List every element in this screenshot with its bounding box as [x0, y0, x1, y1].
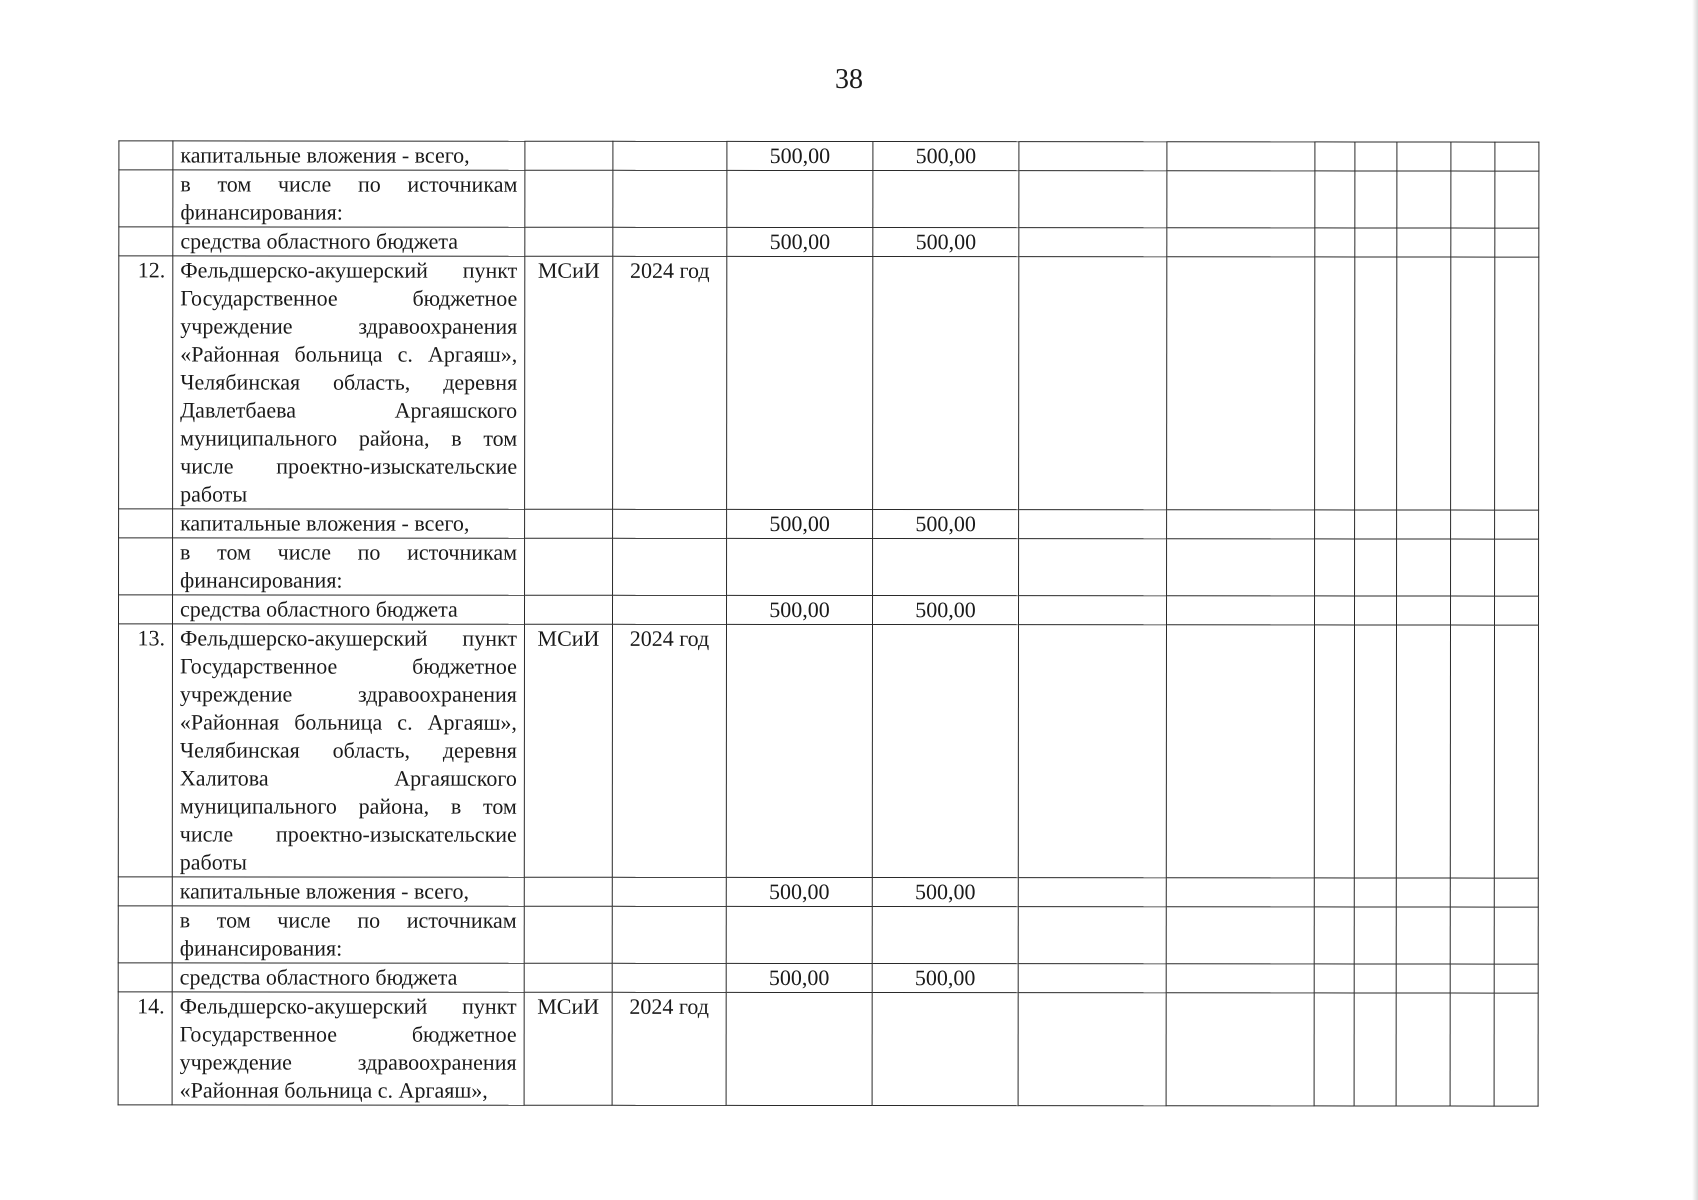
- empty-cell: [1494, 993, 1538, 1106]
- description-line: финансирования:: [179, 935, 343, 961]
- empty-cell: [1397, 510, 1451, 539]
- amount-cell: 500,00: [727, 141, 873, 170]
- empty-cell: [1495, 257, 1539, 510]
- table-row: [119, 538, 1539, 596]
- description-line: работы: [180, 481, 248, 507]
- description-cell: [173, 538, 525, 595]
- table-row: [118, 963, 1538, 993]
- empty-cell: [1018, 964, 1166, 993]
- empty-cell: [525, 170, 613, 227]
- amount-cell: 500,00: [872, 596, 1018, 625]
- description-line: работы: [179, 849, 247, 875]
- description-line: числе проектно-изыскательские: [180, 453, 518, 479]
- empty-cell: [873, 171, 1019, 228]
- empty-cell: [1019, 539, 1167, 596]
- empty-cell: [612, 906, 726, 963]
- description-line: Фельдшерско-акушерский пункт: [180, 257, 518, 283]
- empty-cell: [1450, 907, 1494, 964]
- description-line: Государственное бюджетное: [179, 1021, 517, 1047]
- number-cell: [119, 170, 173, 227]
- empty-cell: [1315, 142, 1355, 171]
- customer-cell: [524, 877, 612, 906]
- amount-cell: 500,00: [873, 510, 1019, 539]
- empty-cell: [1355, 171, 1397, 228]
- empty-cell: [1494, 964, 1538, 993]
- amount-cell: 500,00: [872, 878, 1018, 907]
- amount-cell: 500,00: [727, 509, 873, 538]
- empty-cell: [1450, 878, 1494, 907]
- year-cell: 2024 год: [613, 256, 727, 509]
- table-row: [118, 595, 1538, 625]
- table-row: [118, 906, 1538, 964]
- empty-cell: [1314, 878, 1354, 907]
- empty-cell: [873, 257, 1019, 510]
- empty-cell: [1018, 878, 1166, 907]
- empty-cell: [1450, 596, 1494, 625]
- description-line: Государственное бюджетное: [180, 285, 518, 311]
- empty-cell: [1354, 964, 1396, 993]
- description-cell: капитальные вложения - всего,: [173, 141, 525, 170]
- empty-cell: [1314, 964, 1354, 993]
- description-cell: [172, 624, 524, 877]
- empty-cell: [1495, 142, 1539, 171]
- description-line: Халитова Аргаяшского: [179, 765, 517, 791]
- empty-cell: [1450, 625, 1494, 878]
- empty-cell: [1451, 510, 1495, 539]
- number-cell: [119, 227, 173, 256]
- number-cell: [119, 141, 173, 170]
- empty-cell: [727, 170, 873, 227]
- empty-cell: [613, 538, 727, 595]
- empty-cell: [1018, 596, 1166, 625]
- empty-cell: [1166, 878, 1314, 907]
- table-row: [119, 141, 1539, 171]
- number-cell: [119, 538, 173, 595]
- empty-cell: [1494, 907, 1538, 964]
- scan-edge: [1692, 0, 1698, 1200]
- empty-cell: [1167, 539, 1315, 596]
- empty-cell: [1396, 993, 1450, 1106]
- description-cell: средства областного бюджета: [172, 963, 524, 992]
- year-cell: [612, 877, 726, 906]
- empty-cell: [726, 624, 872, 877]
- year-cell: [613, 141, 727, 170]
- amount-cell: 500,00: [726, 595, 872, 624]
- empty-cell: [1355, 510, 1397, 539]
- empty-cell: [1166, 596, 1314, 625]
- description-line: финансирования:: [180, 199, 343, 225]
- empty-cell: [1450, 964, 1494, 993]
- customer-cell: [524, 595, 612, 624]
- description-cell: средства областного бюджета: [172, 595, 524, 624]
- number-cell: 13.: [118, 624, 172, 877]
- number-cell: [119, 509, 173, 538]
- empty-cell: [1314, 625, 1354, 878]
- table-row: [119, 509, 1539, 539]
- description-line: муниципального района, в том: [179, 793, 517, 819]
- empty-cell: [1167, 257, 1315, 510]
- empty-cell: [1451, 228, 1495, 257]
- empty-cell: [1167, 171, 1315, 228]
- empty-cell: [1354, 625, 1396, 878]
- empty-cell: [1354, 993, 1396, 1106]
- empty-cell: [1315, 228, 1355, 257]
- empty-cell: [1396, 596, 1450, 625]
- empty-cell: [1396, 625, 1450, 878]
- empty-cell: [1167, 228, 1315, 257]
- empty-cell: [873, 539, 1019, 596]
- number-cell: [118, 877, 172, 906]
- empty-cell: [1315, 171, 1355, 228]
- customer-cell: МСиИ: [525, 256, 613, 509]
- table-row: [118, 992, 1538, 1106]
- year-cell: [613, 227, 727, 256]
- empty-cell: [1451, 257, 1495, 510]
- empty-cell: [1495, 171, 1539, 228]
- empty-cell: [1450, 993, 1494, 1106]
- customer-cell: МСиИ: [524, 624, 612, 877]
- empty-cell: [1019, 257, 1167, 510]
- empty-cell: [1019, 142, 1167, 171]
- description-cell: капитальные вложения - всего,: [172, 877, 524, 906]
- description-line: «Районная больница с. Аргаяш»,: [179, 1077, 488, 1103]
- description-line: Государственное бюджетное: [179, 653, 517, 679]
- description-line: в том числе по источникам: [180, 539, 518, 565]
- empty-cell: [1397, 142, 1451, 171]
- number-cell: [118, 906, 172, 963]
- empty-cell: [1397, 257, 1451, 510]
- empty-cell: [1494, 878, 1538, 907]
- customer-cell: [524, 963, 612, 992]
- year-cell: 2024 год: [612, 624, 726, 877]
- table-row: [118, 877, 1538, 907]
- description-cell: капитальные вложения - всего,: [173, 509, 525, 538]
- description-line: Давлетбаева Аргаяшского: [180, 397, 518, 423]
- empty-cell: [1451, 171, 1495, 228]
- year-cell: [613, 509, 727, 538]
- description-cell: [173, 256, 525, 509]
- description-line: учреждение здравоохранения: [180, 313, 518, 339]
- number-cell: 12.: [119, 256, 173, 509]
- empty-cell: [1396, 878, 1450, 907]
- empty-cell: [1397, 171, 1451, 228]
- empty-cell: [872, 993, 1018, 1106]
- empty-cell: [1018, 907, 1166, 964]
- description-cell: средства областного бюджета: [173, 227, 525, 256]
- empty-cell: [613, 170, 727, 227]
- description-line: числе проектно-изыскательские: [179, 821, 517, 847]
- amount-cell: 500,00: [727, 227, 873, 256]
- budget-table: [118, 140, 1540, 1106]
- empty-cell: [1167, 510, 1315, 539]
- description-cell: [172, 906, 524, 963]
- empty-cell: [1451, 142, 1495, 171]
- amount-cell: 500,00: [726, 963, 872, 992]
- empty-cell: [872, 625, 1018, 878]
- empty-cell: [525, 538, 613, 595]
- empty-cell: [1495, 228, 1539, 257]
- empty-cell: [524, 906, 612, 963]
- empty-cell: [1314, 596, 1354, 625]
- empty-cell: [1019, 228, 1167, 257]
- empty-cell: [1315, 539, 1355, 596]
- table-row: [119, 256, 1539, 510]
- description-line: Челябинская область, деревня: [179, 737, 517, 763]
- customer-cell: [525, 227, 613, 256]
- empty-cell: [1166, 964, 1314, 993]
- empty-cell: [1396, 907, 1450, 964]
- empty-cell: [726, 992, 872, 1105]
- description-line: Фельдшерско-акушерский пункт: [179, 625, 517, 651]
- table-row: [118, 624, 1538, 878]
- empty-cell: [727, 256, 873, 509]
- table-body: [118, 141, 1539, 1106]
- empty-cell: [1019, 510, 1167, 539]
- number-cell: [118, 595, 172, 624]
- description-line: финансирования:: [180, 567, 343, 593]
- empty-cell: [1314, 993, 1354, 1106]
- amount-cell: 500,00: [873, 228, 1019, 257]
- empty-cell: [1355, 228, 1397, 257]
- year-cell: [612, 595, 726, 624]
- amount-cell: 500,00: [873, 142, 1019, 171]
- table-row: [119, 227, 1539, 257]
- customer-cell: МСиИ: [524, 992, 612, 1105]
- year-cell: [612, 963, 726, 992]
- number-cell: [118, 963, 172, 992]
- year-cell: 2024 год: [612, 992, 726, 1105]
- description-line: Фельдшерско-акушерский пункт: [179, 993, 517, 1019]
- amount-cell: 500,00: [872, 964, 1018, 993]
- number-cell: 14.: [118, 992, 172, 1105]
- empty-cell: [1397, 539, 1451, 596]
- empty-cell: [1167, 142, 1315, 171]
- description-cell: [173, 170, 525, 227]
- empty-cell: [1355, 142, 1397, 171]
- description-line: в том числе по источникам: [179, 907, 517, 933]
- description-line: учреждение здравоохранения: [179, 1049, 517, 1075]
- empty-cell: [1018, 625, 1166, 878]
- empty-cell: [1166, 907, 1314, 964]
- description-cell: [172, 992, 524, 1105]
- empty-cell: [1396, 964, 1450, 993]
- empty-cell: [1315, 510, 1355, 539]
- page-number: 38: [835, 64, 863, 95]
- customer-cell: [525, 141, 613, 170]
- description-line: муниципального района, в том: [180, 425, 518, 451]
- empty-cell: [1315, 257, 1355, 510]
- empty-cell: [1166, 625, 1314, 878]
- empty-cell: [1354, 907, 1396, 964]
- empty-cell: [872, 907, 1018, 964]
- empty-cell: [1495, 539, 1539, 596]
- empty-cell: [726, 906, 872, 963]
- description-line: «Районная больница с. Аргаяш»,: [180, 341, 518, 367]
- empty-cell: [1314, 907, 1354, 964]
- description-line: Челябинская область, деревня: [180, 369, 518, 395]
- description-line: «Районная больница с. Аргаяш»,: [179, 709, 517, 735]
- empty-cell: [1397, 228, 1451, 257]
- empty-cell: [1494, 625, 1538, 878]
- customer-cell: [525, 509, 613, 538]
- empty-cell: [1451, 539, 1495, 596]
- empty-cell: [1354, 596, 1396, 625]
- description-line: в том числе по источникам: [180, 171, 518, 197]
- empty-cell: [1495, 510, 1539, 539]
- empty-cell: [1018, 993, 1166, 1106]
- empty-cell: [727, 538, 873, 595]
- empty-cell: [1355, 257, 1397, 510]
- empty-cell: [1355, 539, 1397, 596]
- empty-cell: [1354, 878, 1396, 907]
- empty-cell: [1166, 993, 1314, 1106]
- amount-cell: 500,00: [726, 877, 872, 906]
- table-row: [119, 170, 1539, 228]
- description-line: учреждение здравоохранения: [179, 681, 517, 707]
- empty-cell: [1494, 596, 1538, 625]
- empty-cell: [1019, 171, 1167, 228]
